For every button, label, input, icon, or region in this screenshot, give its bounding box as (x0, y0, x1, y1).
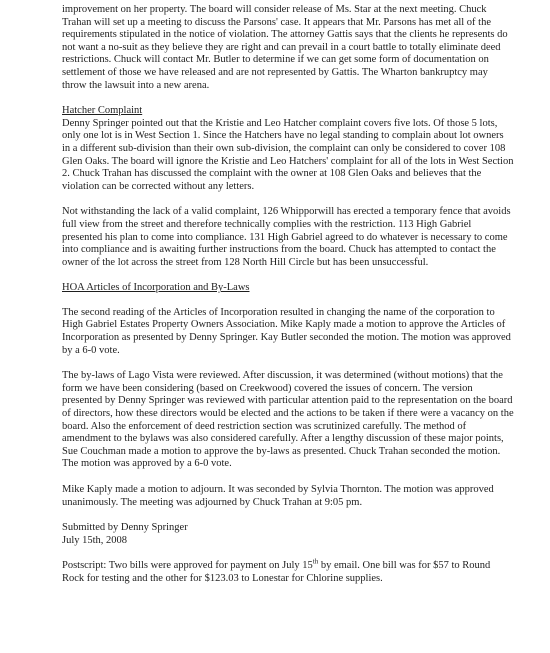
hatcher-complaint-heading: Hatcher Complaint (62, 105, 143, 117)
hoa-bylaws-paragraph: The by-laws of Lago Vista were reviewed. After discussion, it was determined (without motions) that the form we have been considering (based on Creekwood) covered the issues of concern. The version presented by Denny Springer was reviewed with particular attention paid to the representation on the board of directors, how these directors would be elected and the actions to be taken if there were a vacancy on the board. Also the enforcement of deed restriction section was scrutinized carefully. The method of amendment to the bylaws was also considered carefully. After a lengthy discussion of these major points, Sue Couchman made a motion to approve the by-laws as presented. Chuck Trahan seconded the motion. The motion was approved by a 6-0 vote. (62, 370, 514, 470)
submitted-by-line: Submitted by Denny Springer (62, 522, 188, 534)
postscript-text-start: Postscript: Two bills were approved for payment on July 15 (62, 560, 313, 572)
postscript-ordinal-suffix: th (312, 557, 319, 566)
minutes-document (62, 4, 514, 599)
hatcher-complaint-paragraph-2: Not withstanding the lack of a valid complaint, 126 Whipporwill has erected a temporary fence that avoids full view from the street and therefore technically complies with the restriction. 113 High Gabriel presented his plan to come into compliance. 131 High Gabriel agreed to do whatever is necessary to come into compliance and is awaiting further instructions from the board. Chuck has attempted to contact the owner of the lot across the street from 128 North Hill Circle but has been unsuccessful. (62, 206, 511, 268)
submission-date: July 15th, 2008 (62, 534, 128, 546)
hatcher-complaint-paragraph-1: Denny Springer pointed out that the Kristie and Leo Hatcher complaint covers five lots. Of those 5 lots, only one lot is in West Section 1. Since the Hatchers have no legal standing to complain about lot owners in a different sub-division than their own sub-division, the complaint can only be considered to cover 108 Glen Oaks. The board will ignore the Kristie and Leo Hatchers' complaint for all of the lots in West Section 2. Chuck Trahan has discussed the complaint with the owner at 108 Glen Oaks and believes that the violation can be corrected without any letters. (62, 117, 514, 192)
hoa-articles-paragraph-1: The second reading of the Articles of Incorporation resulted in changing the name of the corporation to High Gabriel Estates Property Owners Association. Mike Kaply made a motion to approve the Articles of Incorporation as presented by Denny Springer. Kay Butler seconded the motion. The motion was approved by a 6-0 vote. (62, 306, 511, 356)
intro-paragraph: improvement on her property. The board will consider release of Ms. Star at the next meeting. Chuck Trahan will set up a meeting to discuss the Parsons' case. It appears that Mr. Parsons has met all of the requirements stipulated in the notice of violation. The attorney Gattis says that the clients he represents do not want a no-suit as they believe they are right and can prevail in a court battle to totally eliminate deed restrictions. Chuck will contact Mr. Butler to determine if we can get some form of documentation on settlement of those we have released and are not represented by Gattis. The Wharton bankruptcy may throw the lawsuit into a new arena. (62, 4, 508, 91)
hoa-articles-heading: HOA Articles of Incorporation and By-Laws (62, 282, 250, 294)
adjourn-paragraph: Mike Kaply made a motion to adjourn. It was seconded by Sylvia Thornton. The motion was approved unanimously. The meeting was adjourned by Chuck Trahan at 9:05 pm. (62, 484, 494, 508)
postscript-paragraph (62, 557, 514, 585)
postscript-text-end: by email. One bill was for $57 to Round Rock for testing and the other for $123.03 to Lonestar for Chlorine supplies. (62, 560, 491, 584)
